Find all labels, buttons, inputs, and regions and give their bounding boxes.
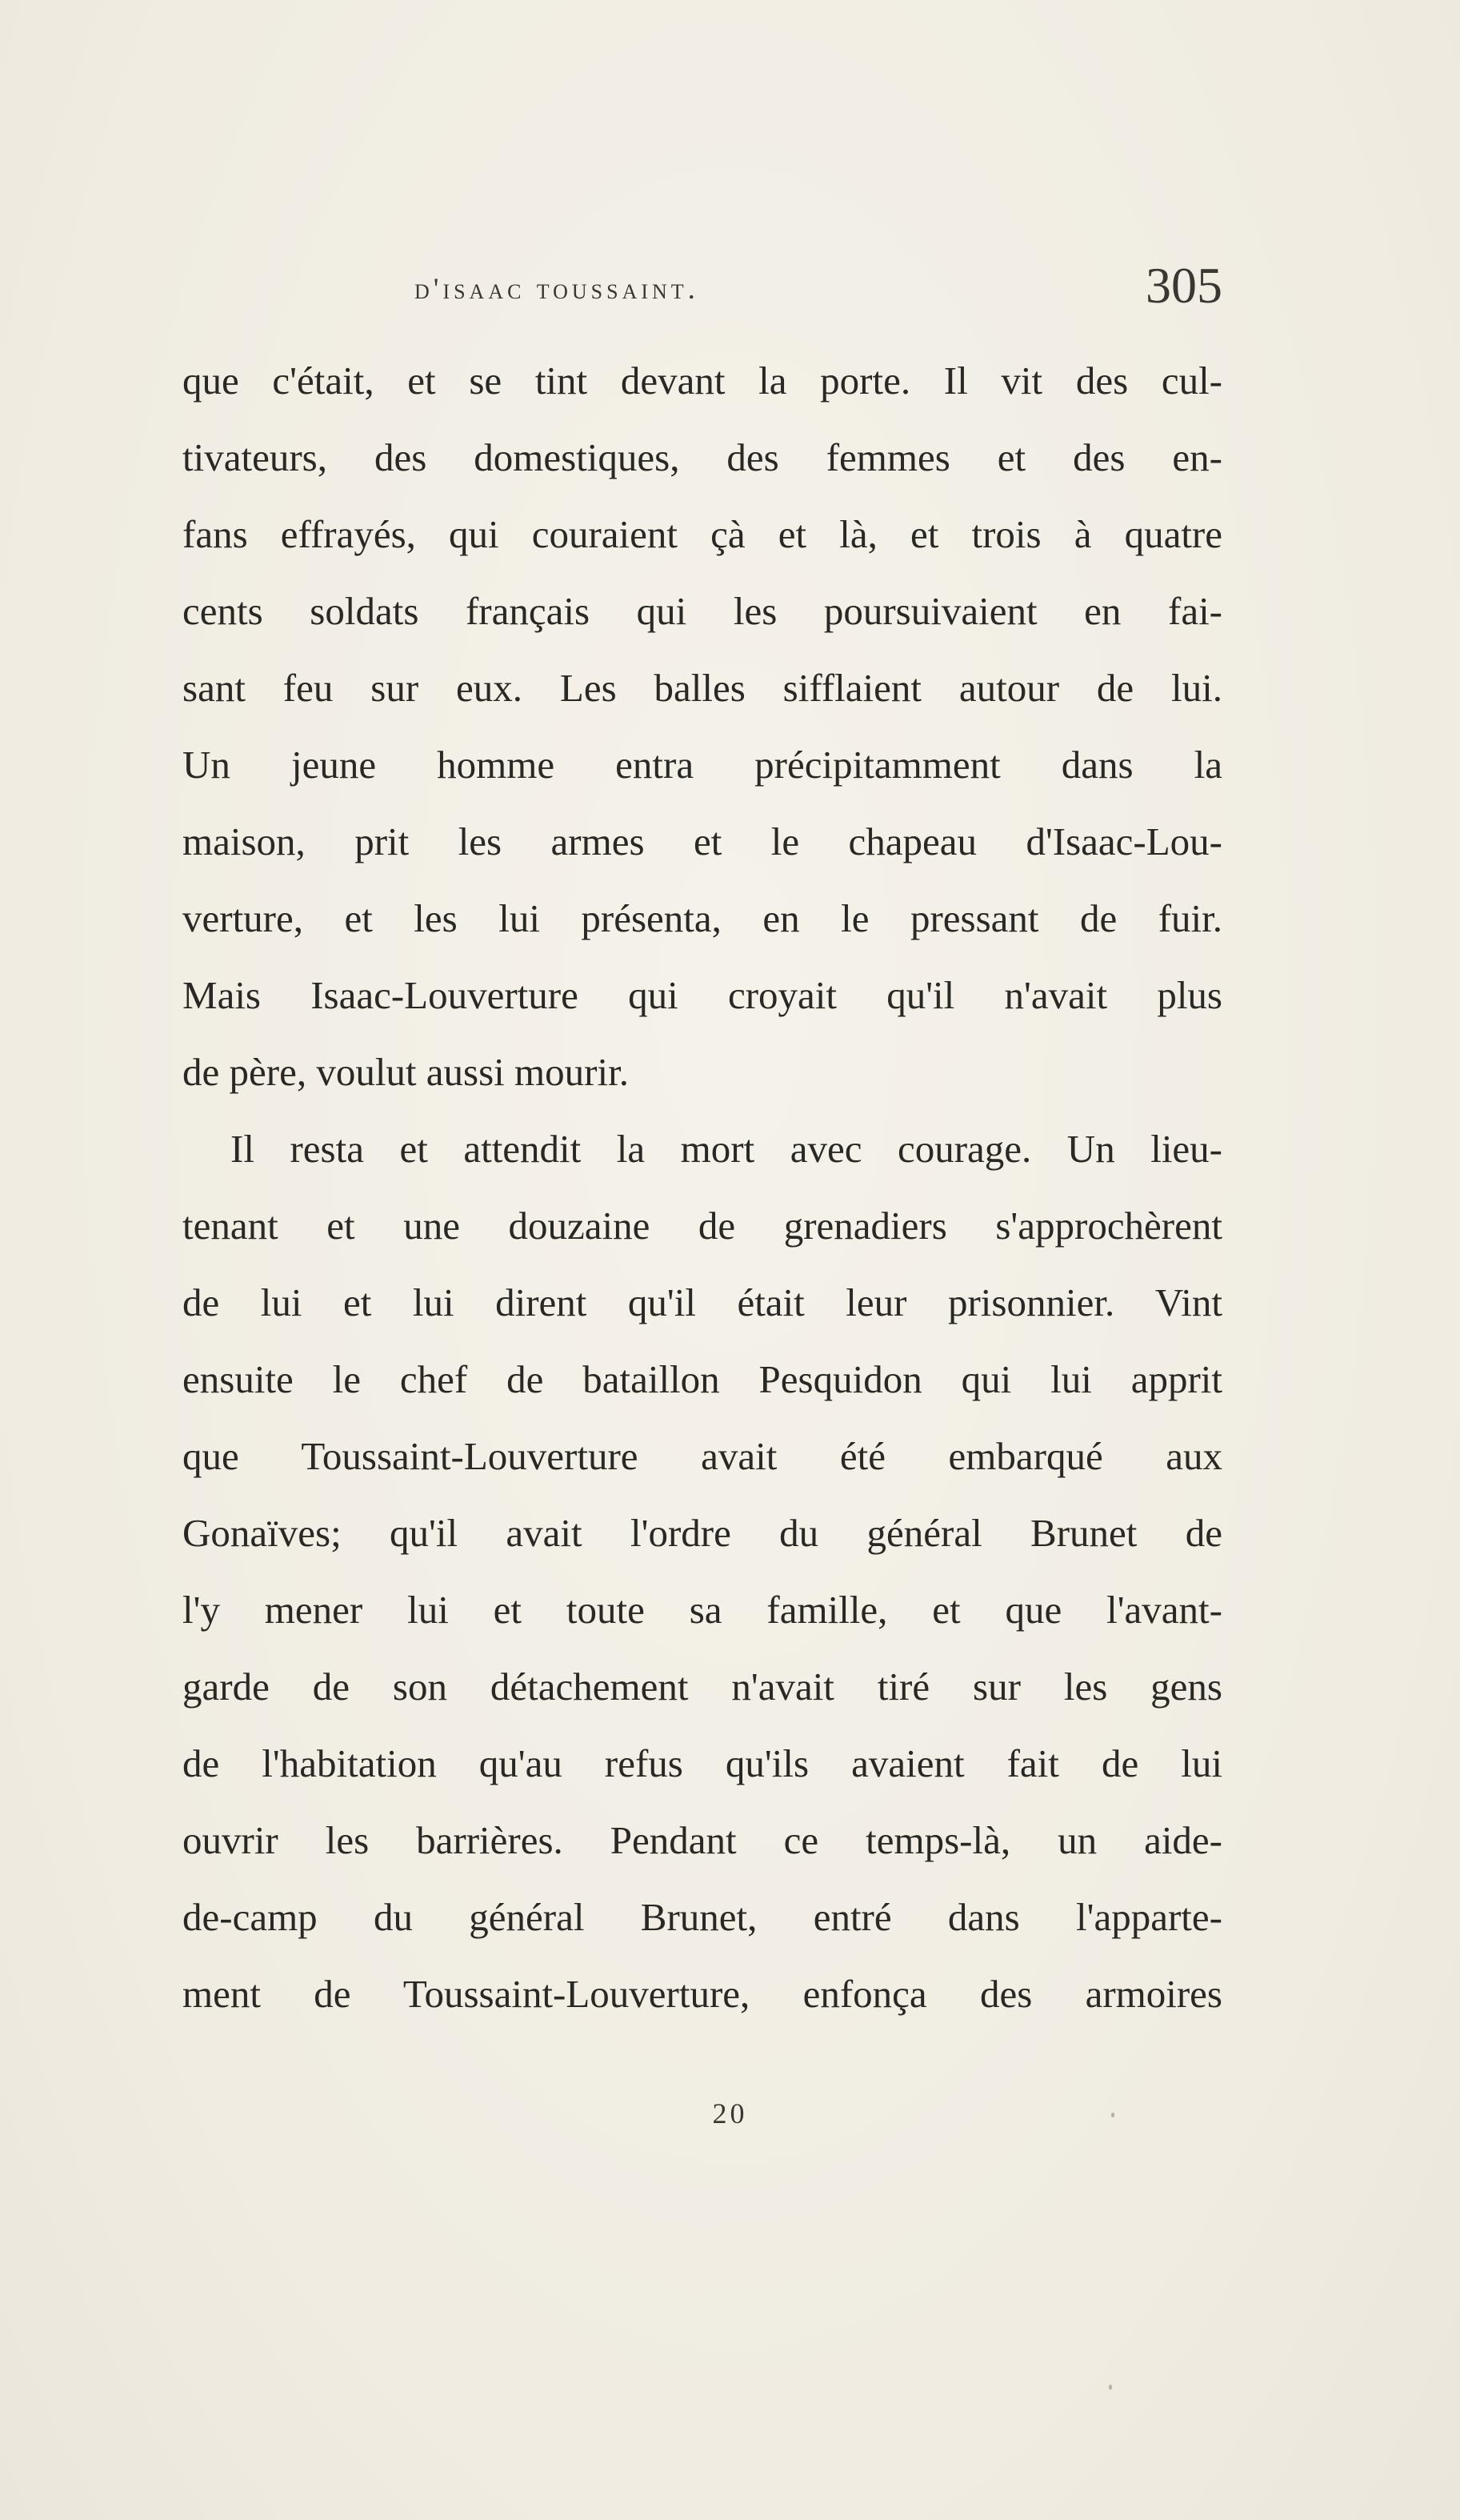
paragraph-2 bbox=[182, 1111, 1222, 2033]
text-line: maison, prit les armes et le chapeau d'Isaac-Lou- bbox=[182, 819, 1222, 863]
text-line: fans effrayés, qui couraient çà et là, et trois à quatre bbox=[182, 512, 1222, 556]
text-line: de-camp du général Brunet, entré dans l'apparte- bbox=[182, 1895, 1222, 1939]
signature-mark: 20 bbox=[712, 2097, 748, 2129]
paper-speck bbox=[1111, 2113, 1114, 2117]
text-line: ment de Toussaint-Louverture, enfonça des armoires bbox=[182, 1972, 1222, 2016]
body-text bbox=[182, 343, 1222, 2033]
text-line: verture, et les lui présenta, en le pressant de fuir. bbox=[182, 896, 1222, 940]
page-number: 305 bbox=[1146, 257, 1222, 314]
text-line: cents soldats français qui les poursuivaient en fai- bbox=[182, 589, 1222, 633]
text-line: de l'habitation qu'au refus qu'ils avaient fait de lui bbox=[182, 1741, 1222, 1785]
running-title: d'isaac toussaint. bbox=[414, 273, 699, 306]
paragraph-1 bbox=[182, 343, 1222, 1111]
text-line: ensuite le chef de bataillon Pesquidon qui lui apprit bbox=[182, 1357, 1222, 1401]
text-line: tivateurs, des domestiques, des femmes et des en- bbox=[182, 435, 1222, 479]
text-line: ouvrir les barrières. Pendant ce temps-là, un aide- bbox=[182, 1818, 1222, 1862]
text-line: de père, voulut aussi mourir. bbox=[182, 1050, 629, 1094]
text-line: que Toussaint-Louverture avait été embarqué aux bbox=[182, 1434, 1222, 1478]
text-line: que c'était, et se tint devant la porte. Il vit des cul- bbox=[182, 359, 1222, 403]
text-line: de lui et lui dirent qu'il était leur prisonnier. Vint bbox=[182, 1280, 1222, 1324]
running-head bbox=[182, 254, 1222, 319]
text-line: Mais Isaac-Louverture qui croyait qu'il n'avait plus bbox=[182, 973, 1222, 1017]
text-line: garde de son détachement n'avait tiré sur les gens bbox=[182, 1665, 1222, 1709]
text-line: Un jeune homme entra précipitamment dans la bbox=[182, 743, 1222, 787]
text-line: tenant et une douzaine de grenadiers s'approchèrent bbox=[182, 1204, 1222, 1248]
text-line: sant feu sur eux. Les balles sifflaient autour de lui. bbox=[182, 666, 1222, 710]
text-line: Il resta et attendit la mort avec courage. Un lieu- bbox=[230, 1127, 1222, 1171]
text-line: l'y mener lui et toute sa famille, et que l'avant- bbox=[182, 1588, 1222, 1632]
text-line: Gonaïves; qu'il avait l'ordre du général Brunet de bbox=[182, 1511, 1222, 1555]
paper-speck bbox=[1109, 2385, 1112, 2390]
